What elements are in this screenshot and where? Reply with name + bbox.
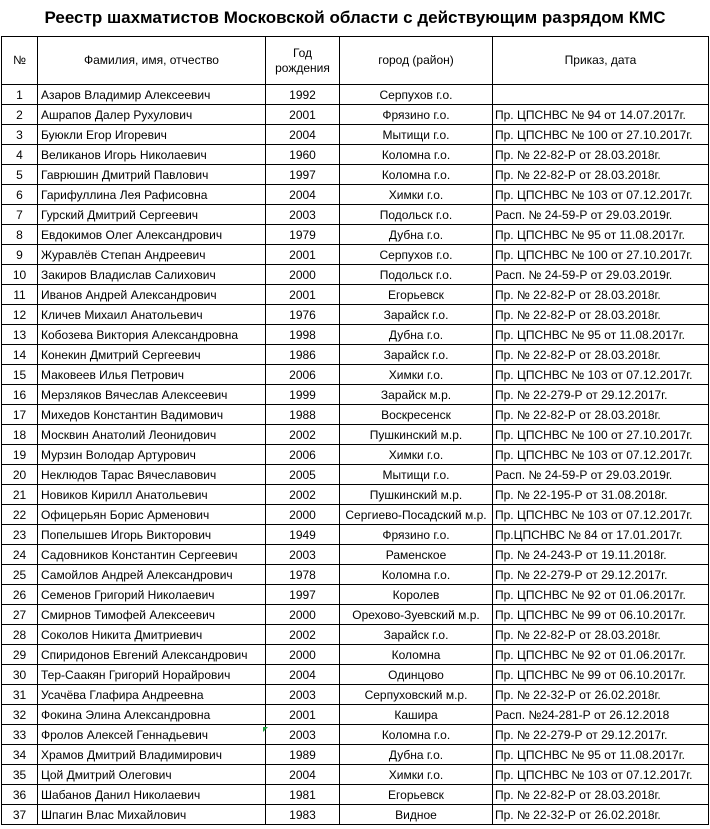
- cell-order: Пр. № 22-279-Р от 29.12.2017г.: [493, 565, 709, 585]
- cell-name: Журавлёв Степан Андреевич: [38, 245, 266, 265]
- cell-city: Дубна г.о.: [340, 325, 493, 345]
- cell-name: Евдокимов Олег Александрович: [38, 225, 266, 245]
- cell-num: 35: [2, 765, 38, 785]
- cell-year: 2001: [266, 245, 340, 265]
- column-header-city: город (район): [340, 37, 493, 85]
- cell-order: Пр. ЦПСНВС № 92 от 01.06.2017г.: [493, 645, 709, 665]
- cell-num: 11: [2, 285, 38, 305]
- cell-year: 2006: [266, 365, 340, 385]
- table-row: [2, 525, 709, 545]
- column-header-name: Фамилия, имя, отчество: [38, 37, 266, 85]
- cell-num: 29: [2, 645, 38, 665]
- cell-order: Пр. № 22-32-Р от 26.02.2018г.: [493, 805, 709, 825]
- cell-num: 6: [2, 185, 38, 205]
- cell-num: 14: [2, 345, 38, 365]
- table-row: [2, 485, 709, 505]
- cell-name: Иванов Андрей Александрович: [38, 285, 266, 305]
- cell-order: Пр. № 22-82-Р от 28.03.2018г.: [493, 145, 709, 165]
- table-row: [2, 265, 709, 285]
- table-row: [2, 125, 709, 145]
- table-row: [2, 325, 709, 345]
- cell-name: Буюкли Егор Игоревич: [38, 125, 266, 145]
- cell-num: 27: [2, 605, 38, 625]
- cell-name: Шпагин Влас Михайлович: [38, 805, 266, 825]
- cell-num: 32: [2, 705, 38, 725]
- cell-city: Химки г.о.: [340, 365, 493, 385]
- cell-year: 1992: [266, 85, 340, 105]
- cell-num: 12: [2, 305, 38, 325]
- cell-year: 2000: [266, 505, 340, 525]
- table-row: [2, 425, 709, 445]
- cell-num: 5: [2, 165, 38, 185]
- column-header-year-line1: Год: [292, 45, 313, 60]
- cell-year: 2003: [266, 205, 340, 225]
- cell-order: Пр. ЦПСНВС № 103 от 07.12.2017г.: [493, 445, 709, 465]
- cell-city: Коломна г.о.: [340, 165, 493, 185]
- cell-year: 2002: [266, 625, 340, 645]
- table-row: [2, 545, 709, 565]
- cell-order: Пр. ЦПСНВС № 95 от 11.08.2017г.: [493, 225, 709, 245]
- cell-order: Расп. № 24-59-Р от 29.03.2019г.: [493, 205, 709, 225]
- cell-city: Зарайск м.р.: [340, 385, 493, 405]
- cell-city: Химки г.о.: [340, 185, 493, 205]
- cell-year: 2003: [266, 545, 340, 565]
- cell-num: 18: [2, 425, 38, 445]
- cell-num: 36: [2, 785, 38, 805]
- cell-num: 3: [2, 125, 38, 145]
- table-row: [2, 705, 709, 725]
- cell-num: 26: [2, 585, 38, 605]
- cell-year: 1960: [266, 145, 340, 165]
- cell-city: Фрязино г.о.: [340, 105, 493, 125]
- cell-name: Азаров Владимир Алексеевич: [38, 85, 266, 105]
- cell-name: Соколов Никита Дмитриевич: [38, 625, 266, 645]
- cell-city: Одинцово: [340, 665, 493, 685]
- table-row: [2, 85, 709, 105]
- cell-name: Михедов Константин Вадимович: [38, 405, 266, 425]
- table-row: [2, 285, 709, 305]
- table-row: [2, 745, 709, 765]
- cell-order: Пр. ЦПСНВС № 94 от 14.07.2017г.: [493, 105, 709, 125]
- cell-year: 2003: [266, 725, 340, 745]
- table-row: [2, 805, 709, 825]
- cell-num: 9: [2, 245, 38, 265]
- cell-num: 8: [2, 225, 38, 245]
- cell-year: 2001: [266, 105, 340, 125]
- cell-city: Видное: [340, 805, 493, 825]
- cell-year: 1989: [266, 745, 340, 765]
- cell-city: Серпуховский м.р.: [340, 685, 493, 705]
- cell-name: Новиков Кирилл Анатольевич: [38, 485, 266, 505]
- cell-order: Пр. № 22-82-Р от 28.03.2018г.: [493, 305, 709, 325]
- cell-order: Пр. ЦПСНВС № 100 от 27.10.2017г.: [493, 425, 709, 445]
- cell-year: 1997: [266, 585, 340, 605]
- cell-order: Пр. № 22-82-Р от 28.03.2018г.: [493, 405, 709, 425]
- cell-year: 1988: [266, 405, 340, 425]
- cell-num: 21: [2, 485, 38, 505]
- table-row: [2, 765, 709, 785]
- cell-name: Фролов Алексей Геннадьевич: [38, 725, 266, 745]
- cell-order: Пр. ЦПСНВС № 100 от 27.10.2017г.: [493, 245, 709, 265]
- cell-name: Фокина Элина Александровна: [38, 705, 266, 725]
- cell-order: Пр. ЦПСНВС № 103 от 07.12.2017г.: [493, 505, 709, 525]
- cell-city: Коломна г.о.: [340, 725, 493, 745]
- cell-num: 31: [2, 685, 38, 705]
- table-row: [2, 445, 709, 465]
- cell-num: 25: [2, 565, 38, 585]
- cell-name: Кобозева Виктория Александровна: [38, 325, 266, 345]
- cell-city: Серпухов г.о.: [340, 85, 493, 105]
- cell-city: Пушкинский м.р.: [340, 425, 493, 445]
- table-row: [2, 505, 709, 525]
- table-row: [2, 385, 709, 405]
- table-row: [2, 345, 709, 365]
- cell-city: Егорьевск: [340, 785, 493, 805]
- cell-name: Смирнов Тимофей Алексеевич: [38, 605, 266, 625]
- cell-order: Пр. № 22-82-Р от 28.03.2018г.: [493, 345, 709, 365]
- cell-city: Раменское: [340, 545, 493, 565]
- cell-city: Фрязино г.о.: [340, 525, 493, 545]
- cell-year: 1986: [266, 345, 340, 365]
- cell-name: Мурзин Володар Артурович: [38, 445, 266, 465]
- cell-num: 16: [2, 385, 38, 405]
- cell-order: Пр. ЦПСНВС № 92 от 01.06.2017г.: [493, 585, 709, 605]
- cell-num: 19: [2, 445, 38, 465]
- cell-num: 28: [2, 625, 38, 645]
- cell-name: Кличев Михаил Анатольевич: [38, 305, 266, 325]
- cell-year: 2001: [266, 285, 340, 305]
- cell-order: Пр. № 24-243-Р от 19.11.2018г.: [493, 545, 709, 565]
- cell-year: 1976: [266, 305, 340, 325]
- cell-order: Пр. ЦПСНВС № 103 от 07.12.2017г.: [493, 765, 709, 785]
- table-row: [2, 205, 709, 225]
- cell-name: Офицерьян Борис Арменович: [38, 505, 266, 525]
- cell-city: Коломна: [340, 645, 493, 665]
- cell-order: Расп. № 24-59-Р от 29.03.2019г.: [493, 465, 709, 485]
- cell-year: 2004: [266, 125, 340, 145]
- cell-num: 17: [2, 405, 38, 425]
- table-row: [2, 165, 709, 185]
- cell-year: 2000: [266, 645, 340, 665]
- cell-num: 33: [2, 725, 38, 745]
- cell-city: Мытищи г.о.: [340, 125, 493, 145]
- cell-name: Семенов Григорий Николаевич: [38, 585, 266, 605]
- cell-city: Орехово-Зуевский м.р.: [340, 605, 493, 625]
- cell-num: 24: [2, 545, 38, 565]
- chess-players-table: [1, 36, 709, 825]
- cell-year: 2000: [266, 265, 340, 285]
- cell-city: Зарайск г.о.: [340, 305, 493, 325]
- cell-num: 1: [2, 85, 38, 105]
- table-row: [2, 565, 709, 585]
- cell-num: 34: [2, 745, 38, 765]
- cell-order: Пр. ЦПСНВС № 103 от 07.12.2017г.: [493, 365, 709, 385]
- cell-order: Пр. ЦПСНВС № 99 от 06.10.2017г.: [493, 605, 709, 625]
- table-row: [2, 305, 709, 325]
- cell-year: 2001: [266, 705, 340, 725]
- table-row: [2, 645, 709, 665]
- cell-city: Дубна г.о.: [340, 225, 493, 245]
- cell-year: 1978: [266, 565, 340, 585]
- cell-num: 10: [2, 265, 38, 285]
- cell-year: 2003: [266, 685, 340, 705]
- cell-order: Пр. ЦПСНВС № 95 от 11.08.2017г.: [493, 745, 709, 765]
- cell-year: 2004: [266, 765, 340, 785]
- cell-city: Сергиево-Посадский м.р.: [340, 505, 493, 525]
- column-header-order: Приказ, дата: [493, 37, 709, 85]
- column-header-num: №: [2, 37, 38, 85]
- cell-year: 2000: [266, 605, 340, 625]
- cell-city: Химки г.о.: [340, 445, 493, 465]
- cell-order: Пр. № 22-82-Р от 28.03.2018г.: [493, 165, 709, 185]
- cell-num: 15: [2, 365, 38, 385]
- cell-year: 2002: [266, 425, 340, 445]
- cell-num: 20: [2, 465, 38, 485]
- cell-order: Пр. ЦПСНВС № 100 от 27.10.2017г.: [493, 125, 709, 145]
- table-row: [2, 585, 709, 605]
- cell-num: 23: [2, 525, 38, 545]
- cell-order: [493, 85, 709, 105]
- cell-num: 2: [2, 105, 38, 125]
- cell-city: Серпухов г.о.: [340, 245, 493, 265]
- cell-name: Тер-Саакян Григорий Норайрович: [38, 665, 266, 685]
- cell-year: 1997: [266, 165, 340, 185]
- cell-name: Шабанов Данил Николаевич: [38, 785, 266, 805]
- cell-name: Ашрапов Далер Рухулович: [38, 105, 266, 125]
- cell-name: Гарифуллина Лея Рафисовна: [38, 185, 266, 205]
- cell-order: Пр. № 22-32-Р от 26.02.2018г.: [493, 685, 709, 705]
- cell-city: Королев: [340, 585, 493, 605]
- table-header-row: [2, 37, 709, 85]
- column-header-year-line2: рождения: [275, 60, 330, 75]
- cell-year: 1999: [266, 385, 340, 405]
- cell-order: Пр. № 22-82-Р от 28.03.2018г.: [493, 625, 709, 645]
- table-row: [2, 665, 709, 685]
- table-row: [2, 145, 709, 165]
- cell-comment-marker: [263, 727, 268, 732]
- page-title: Реестр шахматистов Московской области с действующим разрядом КМС: [44, 8, 666, 27]
- cell-year: 1949: [266, 525, 340, 545]
- cell-num: 22: [2, 505, 38, 525]
- table-row: [2, 105, 709, 125]
- cell-city: Коломна г.о.: [340, 565, 493, 585]
- cell-name: Спиридонов Евгений Александрович: [38, 645, 266, 665]
- cell-order: Пр. ЦПСНВС № 103 от 07.12.2017г.: [493, 185, 709, 205]
- cell-year: 1998: [266, 325, 340, 345]
- table-row: [2, 225, 709, 245]
- cell-name: Храмов Дмитрий Владимирович: [38, 745, 266, 765]
- cell-order: Пр. № 22-195-Р от 31.08.2018г.: [493, 485, 709, 505]
- cell-city: Химки г.о.: [340, 765, 493, 785]
- cell-num: 37: [2, 805, 38, 825]
- table-row: [2, 625, 709, 645]
- cell-city: Пушкинский м.р.: [340, 485, 493, 505]
- cell-order: Пр. № 22-279-Р от 29.12.2017г.: [493, 725, 709, 745]
- cell-year: 2004: [266, 185, 340, 205]
- cell-city: Подольск г.о.: [340, 265, 493, 285]
- cell-num: 4: [2, 145, 38, 165]
- cell-order: Расп. № 24-59-Р от 29.03.2019г.: [493, 265, 709, 285]
- cell-year: 1979: [266, 225, 340, 245]
- cell-year: 1981: [266, 785, 340, 805]
- column-header-year: [266, 37, 340, 85]
- table-row: [2, 405, 709, 425]
- cell-name: Попелышев Игорь Викторович: [38, 525, 266, 545]
- cell-name: Закиров Владислав Салихович: [38, 265, 266, 285]
- table-row: [2, 465, 709, 485]
- cell-name: Великанов Игорь Николаевич: [38, 145, 266, 165]
- table-row: [2, 185, 709, 205]
- cell-city: Мытищи г.о.: [340, 465, 493, 485]
- cell-order: Пр. № 22-82-Р от 28.03.2018г.: [493, 285, 709, 305]
- table-row: [2, 685, 709, 705]
- cell-order: Пр. ЦПСНВС № 95 от 11.08.2017г.: [493, 325, 709, 345]
- cell-name: Маковеев Илья Петрович: [38, 365, 266, 385]
- cell-year: 2002: [266, 485, 340, 505]
- table-row: [2, 365, 709, 385]
- cell-order: Расп. №24-281-Р от 26.12.2018: [493, 705, 709, 725]
- cell-year: 1983: [266, 805, 340, 825]
- cell-city: Кашира: [340, 705, 493, 725]
- cell-name: Москвин Анатолий Леонидович: [38, 425, 266, 445]
- cell-order: Пр.ЦПСНВС № 84 от 17.01.2017г.: [493, 525, 709, 545]
- cell-city: Коломна г.о.: [340, 145, 493, 165]
- table-row: [2, 785, 709, 805]
- cell-name: Самойлов Андрей Александрович: [38, 565, 266, 585]
- cell-name: Гурский Дмитрий Сергеевич: [38, 205, 266, 225]
- cell-name: Мерзляков Вячеслав Алексеевич: [38, 385, 266, 405]
- cell-year: 2004: [266, 665, 340, 685]
- cell-num: 7: [2, 205, 38, 225]
- cell-name: Садовников Константин Сергеевич: [38, 545, 266, 565]
- cell-name: Конекин Дмитрий Сергеевич: [38, 345, 266, 365]
- cell-name: Усачёва Глафира Андреевна: [38, 685, 266, 705]
- cell-order: Пр. ЦПСНВС № 99 от 06.10.2017г.: [493, 665, 709, 685]
- cell-year: 2006: [266, 445, 340, 465]
- cell-city: Подольск г.о.: [340, 205, 493, 225]
- cell-order: Пр. № 22-82-Р от 28.03.2018г.: [493, 785, 709, 805]
- cell-city: Зарайск г.о.: [340, 345, 493, 365]
- cell-city: Зарайск г.о.: [340, 625, 493, 645]
- cell-num: 30: [2, 665, 38, 685]
- cell-order: Пр. № 22-279-Р от 29.12.2017г.: [493, 385, 709, 405]
- cell-year: 2005: [266, 465, 340, 485]
- cell-city: Воскресенск: [340, 405, 493, 425]
- cell-name: Гаврюшин Дмитрий Павлович: [38, 165, 266, 185]
- cell-name: Неклюдов Тарас Вячеславович: [38, 465, 266, 485]
- table-row: [2, 245, 709, 265]
- cell-num: 13: [2, 325, 38, 345]
- cell-city: Дубна г.о.: [340, 745, 493, 765]
- cell-city: Егорьевск: [340, 285, 493, 305]
- table-row: [2, 605, 709, 625]
- table-row: [2, 725, 709, 745]
- cell-name: Цой Дмитрий Олегович: [38, 765, 266, 785]
